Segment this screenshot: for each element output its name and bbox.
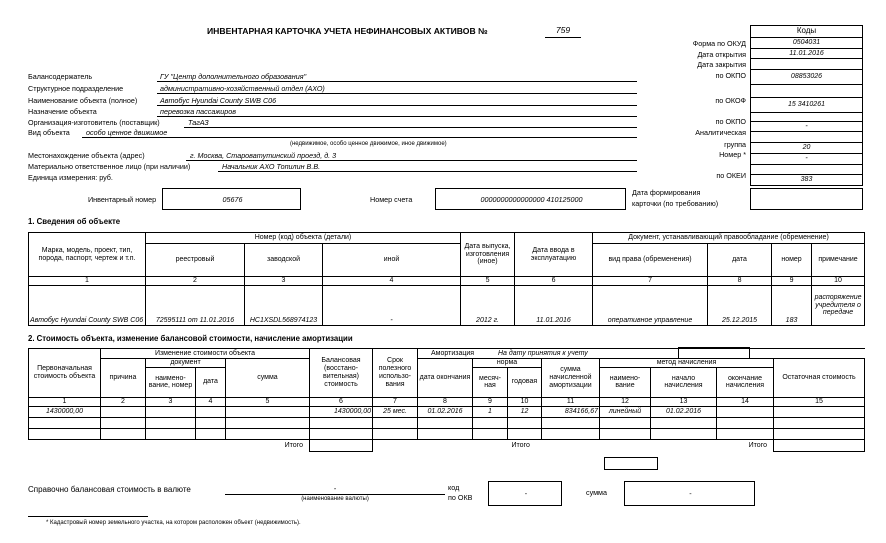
total-label-2: Итого [511,441,530,449]
responsible-label: Материально ответственное лицо (при наличии) [28,162,191,171]
s1-factory: HC1XSDL568974123 [245,286,323,326]
okof-value: 15 3410261 [751,97,863,112]
s2-num: 11 [542,397,600,406]
s2-sum [226,406,310,417]
s1-h-registry: реестровый [146,244,245,277]
s1-h-note: примечание [812,244,865,277]
sum-label: сумма [586,488,607,497]
s2-num: 1 [29,397,101,406]
account-box [435,188,626,210]
s2-h-residual: Остаточная стоимость [774,359,865,398]
s2-num: 15 [774,397,865,406]
section1-table [28,232,865,326]
okpo-maker-value: - [751,121,863,132]
section2-title: 2. Стоимость объекта, изменение балансовой стоимости, начисление амортизации [28,334,353,343]
s2-h-method: метод начисления [600,359,774,368]
account-value: 0000000000000000 410125000 [480,195,583,204]
s2-num: 10 [508,397,542,406]
s1-h-right: вид права (обременения) [593,244,708,277]
s2-h-annual: годовая [508,367,542,397]
s2-residual [774,406,865,417]
s2-useful: 25 мес. [373,406,418,417]
s1-date: 25.12.2015 [708,286,772,326]
s1-h-factory: заводской [245,244,323,277]
total-accrued [604,457,658,470]
footnote-rule [28,516,148,517]
s2-docdate [196,406,226,417]
s2-end [717,406,774,417]
okud-value: 0504031 [751,38,863,49]
s2-num: 13 [651,397,717,406]
s2-monthly: 1 [473,406,508,417]
s2-h-end: окончание начисления [717,367,774,397]
maker-label: Организация-изготовитель (поставщик) [28,118,160,127]
codes-table [750,25,863,186]
okv-label-2: по ОКВ [448,493,473,502]
s1-num: 9 [772,277,812,286]
purpose-value: перевозка пассажиров [160,107,237,116]
s2-enddate: 01.02.2016 [418,406,473,417]
s2-annual: 12 [508,406,542,417]
s2-h-document: документ [146,359,226,368]
s2-balance: 1430000,00 [310,406,373,417]
reference-label: Справочно балансовая стоимость в валюте [28,485,191,494]
s2-num: 6 [310,397,373,406]
s1-h-commission: Дата ввода в эксплуатацию [515,233,593,277]
sum-box [624,481,755,506]
s2-h-balance: Балансовая (восстано-вительная) стоимость [310,349,373,398]
holder-value: ГУ "Центр дополнительного образования" [160,72,307,81]
s1-num: 5 [461,277,515,286]
name-label: Наименование объекта (полное) [28,96,138,105]
sum-value: - [689,489,692,498]
okpo-label: по ОКПО [715,71,746,80]
s2-num: 4 [196,397,226,406]
s2-h-initial: Первоначальная стоимость объекта [29,349,101,398]
close-date-value [751,59,863,70]
okpo-value: 08853026 [751,69,863,84]
s1-num: 3 [245,277,323,286]
s1-num-doc: 183 [772,286,812,326]
s1-h-brand: Марка, модель, проект, тип, порода, паспорт, чертеж и т.п. [29,233,146,277]
s2-num: 14 [717,397,774,406]
inv-label: Инвентарный номер [88,195,157,204]
formation-box [750,188,863,210]
group-value: 20 [751,143,863,154]
s2-h-norm: норма [473,359,542,368]
section2-table [28,348,865,452]
formation-label-2: карточки (по требованию) [632,199,719,208]
purpose-label: Назначение объекта [28,107,97,116]
inv-box [162,188,301,210]
open-date-label: Дата открытия [697,50,746,59]
s2-num: 8 [418,397,473,406]
s2-num: 3 [146,397,196,406]
open-date-value: 11.01.2016 [751,48,863,59]
s1-note: распоряжение учредителя о передаче [812,286,865,326]
location-label: Местонахождение объекта (адрес) [28,151,145,160]
s2-h-amort: Амортизация [431,349,475,357]
s1-brand: Автобус Hyundai County SWB C06 [29,286,146,326]
s2-reason [101,406,146,417]
inv-value: 05676 [222,195,243,204]
analytic-value [751,132,863,143]
s1-h-other: иной [323,244,461,277]
s2-methodname: линейный [600,406,651,417]
responsible-value: Начальник АХО Топилин В.В. [222,162,321,171]
type-value: особо ценное движимое [86,128,168,137]
location-value: г. Москва, Староватутинский проезд, д. 3 [190,151,337,160]
s2-h-useful: Срок полезного использо-вания [373,349,418,398]
okv-value: - [524,489,528,498]
s2-h-methodname: наимено-вание [600,367,651,397]
blank-code [751,84,863,97]
s1-h-release: Дата выпуска, изготовления (иное) [461,233,515,277]
s2-num: 2 [101,397,146,406]
s2-h-reason: причина [101,359,146,398]
s2-num: 9 [473,397,508,406]
s1-registry: 72595111 от 11.01.2016 [146,286,245,326]
type-label: Вид объекта [28,128,70,137]
s2-h-acceptance: На дату принятия к учету [498,349,588,357]
s1-h-num: номер [772,244,812,277]
name-value: Автобус Hyundai County SWB C06 [160,96,277,105]
formation-label-1: Дата формирования [632,188,701,197]
total-label-1: Итого [284,441,303,449]
s2-h-monthly: месяч-ная [473,367,508,397]
holder-label: Балансодержатель [28,72,93,81]
okei-label: по ОКЕИ [716,171,746,180]
s2-h-accrued: сумма начисленной амортизации [542,359,600,398]
close-date-label: Дата закрытия [697,60,746,69]
total-label-3: Итого [748,441,767,449]
s2-h-docdate: дата [196,367,226,397]
number-label: Номер * [719,150,746,159]
total-balance [310,439,373,451]
s2-h-change: Изменение стоимости объекта [101,349,310,359]
s1-num: 4 [323,277,461,286]
card-number: 759 [555,25,571,35]
account-label: Номер счета [370,195,413,204]
s1-num: 2 [146,277,245,286]
okv-box [488,481,562,506]
s1-h-document: Документ, устанавливающий правообладание (обременение) [593,233,865,244]
s2-num: 7 [373,397,418,406]
codes-header: Коды [751,26,863,38]
footnote: * Кадастровый номер земельного участка, на котором расположен объект (недвижимость). [46,520,301,526]
s2-initial: 1430000,00 [29,406,101,417]
blank-code-2 [751,112,863,121]
s1-num: 8 [708,277,772,286]
s1-h-date: дата [708,244,772,277]
s1-num: 1 [29,277,146,286]
analytic-label: Аналитическая [695,128,746,137]
s2-num: 12 [600,397,651,406]
division-label: Структурное подразделение [28,84,124,93]
s1-other: - [323,286,461,326]
type-hint: (недвижимое, особо ценное движимое, иное движимое) [290,141,447,147]
page-title: ИНВЕНТАРНАЯ КАРТОЧКА УЧЕТА НЕФИНАНСОВЫХ АКТИВОВ № [207,26,488,36]
currency-value: - [333,484,337,493]
s2-num: 5 [226,397,310,406]
okud-label: Форма по ОКУД [692,39,746,48]
s2-start: 01.02.2016 [651,406,717,417]
s2-h-docname: наимено-вание, номер [146,367,196,397]
total-residual [774,439,865,451]
s1-num: 6 [515,277,593,286]
s2-h-sum: сумма [226,359,310,398]
blank-code-3 [751,164,863,175]
group-label: группа [724,140,746,149]
s1-num: 7 [593,277,708,286]
okpo-maker-label: по ОКПО [715,117,746,126]
division-value: административно-хозяйственный отдел (АХО) [160,84,325,93]
maker-value: ТагАЗ [188,118,209,127]
number-value: - [751,153,863,164]
s1-release: 2012 г. [461,286,515,326]
s2-h-enddate: дата окончания [418,359,473,398]
okv-label-1: код [448,483,460,492]
s1-right: оперативное управление [593,286,708,326]
s2-accrued: 834166,67 [542,406,600,417]
section1-title: 1. Сведения об объекте [28,217,121,226]
s1-commission: 11.01.2016 [515,286,593,326]
okei-value: 383 [751,175,863,186]
s2-h-start: начало начисления [651,367,717,397]
currency-hint: (наименование валюты) [301,496,369,502]
s1-h-number: Номер (код) объекта (детали) [146,233,461,244]
s2-docname [146,406,196,417]
s1-num: 10 [812,277,865,286]
unit-label: Единица измерения: руб. [28,173,113,182]
okof-label: по ОКОФ [715,96,746,105]
